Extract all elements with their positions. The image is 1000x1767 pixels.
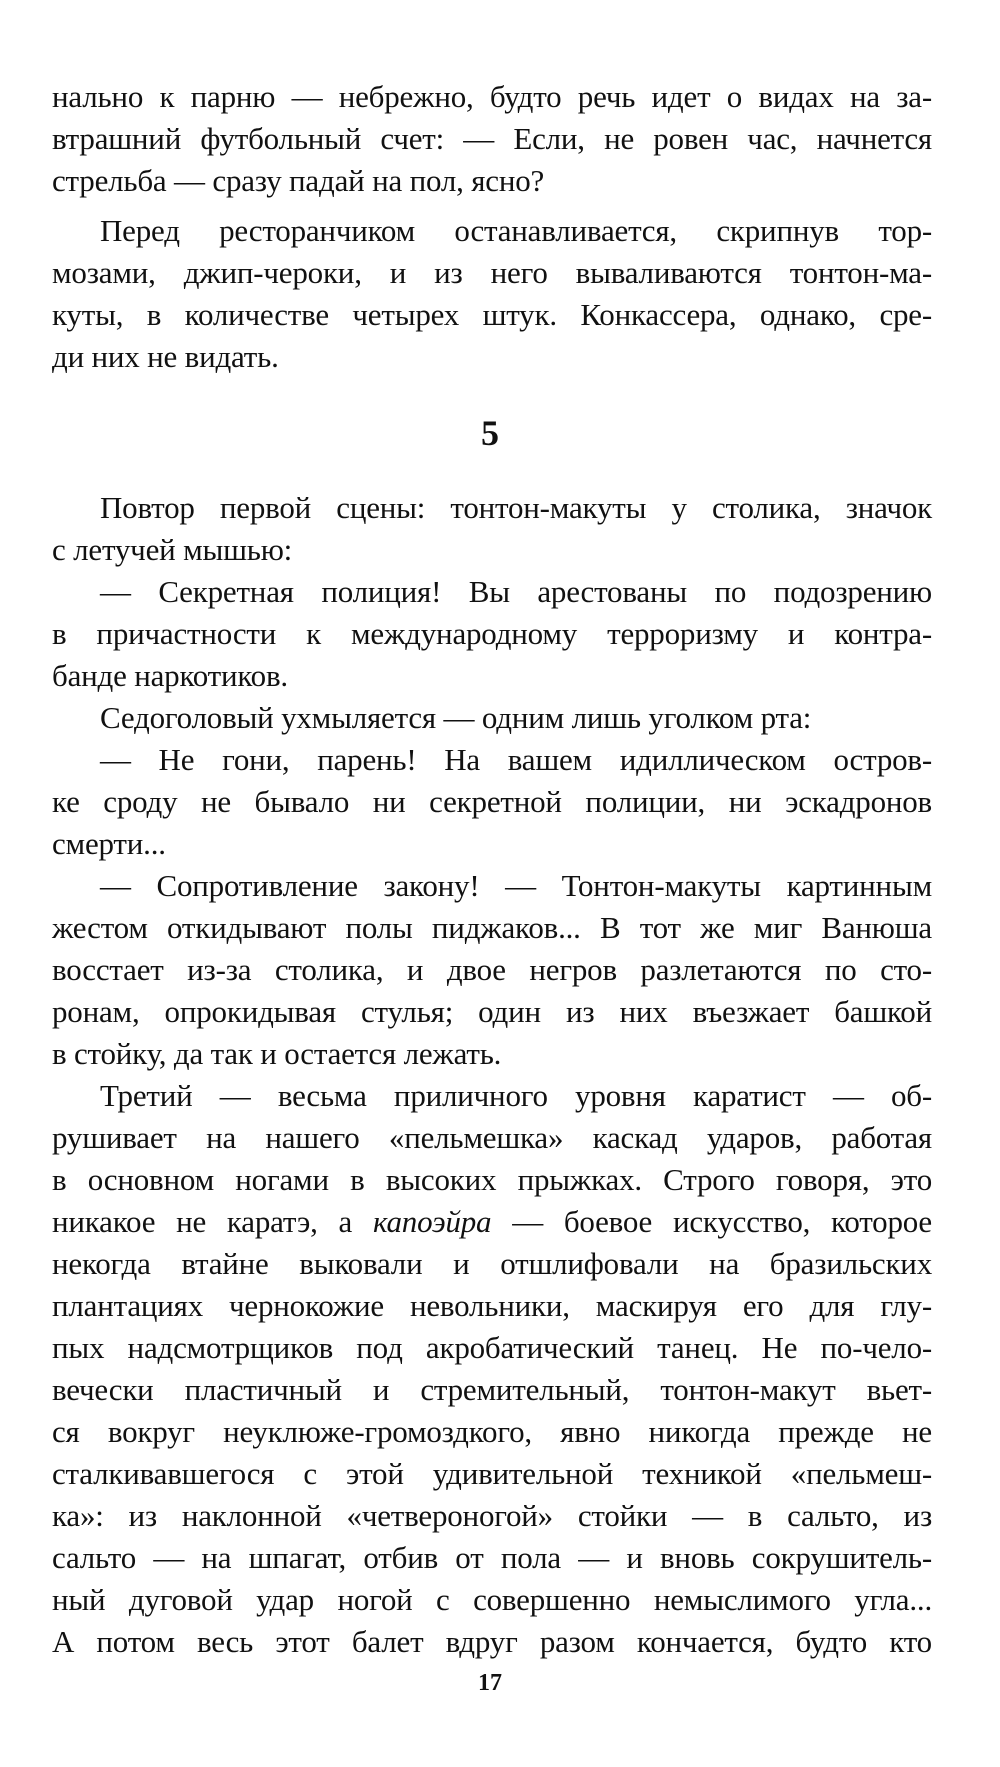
text-line: стрельба — сразу падай на пол, ясно? [52,163,545,198]
text-line: — Сопротивление закону! — Тонтон-макуты картинным [100,868,932,903]
text-line: в причастности к международному терроризму и контра- [52,616,932,651]
text-line: смерти... [52,826,166,861]
chapter-number: 5 [481,413,499,453]
text-segment: никакое не каратэ, а [52,1204,373,1239]
text-line: в стойку, да так и остается лежать. [52,1036,502,1071]
text-line: — Не гони, парень! На вашем идиллическом остров- [100,742,932,777]
text-line: сальто — на шпагат, отбив от пола — и вновь сокрушитель- [52,1540,932,1575]
text-line: ный дуговой удар ногой с совершенно немыслимого угла... [52,1582,932,1617]
text-line: банде наркотиков. [52,658,288,693]
text-line-with-italic [52,1201,932,1243]
text-line: пых надсмотрщиков под акробатический танец. Не по-чело- [52,1330,932,1365]
text-line: ронам, опрокидывая стулья; один из них въезжает башкой [52,994,932,1029]
text-line: мозами, джип-чероки, и из него вываливаются тонтон-ма- [52,255,932,290]
main-text-block [52,487,932,1663]
text-line: Повтор первой сцены: тонтон-макуты у столика, значок [100,490,932,525]
text-line: ка»: из наклонной «четвероногой» стойки — в сальто, из [52,1498,932,1533]
text-line: с летучей мышью: [52,532,293,567]
text-line: ди них не видать. [52,339,279,374]
text-line: в основном ногами в высоких прыжках. Строго говоря, это [52,1162,932,1197]
text-line: нально к парню — небрежно, будто речь идет о видах на за- [52,79,932,114]
page-number: 17 [478,1670,502,1696]
text-line: некогда втайне выковали и отшлифовали на бразильских [52,1246,932,1281]
text-line: жестом откидывают полы пиджаков... В тот же миг Ванюша [52,910,932,945]
text-line: куты, в количестве четырех штук. Конкассера, однако, сре- [52,297,932,332]
text-line: вечески пластичный и стремительный, тонтон-макут вьет- [52,1372,932,1407]
text-line: Седоголовый ухмыляется — одним лишь уголком рта: [100,700,812,735]
text-line: Третий — весьма приличного уровня каратист — об- [100,1078,932,1113]
text-line: сталкивавшегося с этой удивительной техникой «пельмеш- [52,1456,932,1491]
text-line: А потом весь этот балет вдруг разом кончается, будто кто [52,1624,932,1659]
text-line: восстает из-за столика, и двое негров разлетаются по сто- [52,952,932,987]
text-line: Перед ресторанчиком останавливается, скрипнув тор- [100,213,932,248]
text-line: ке сроду не бывало ни секретной полиции, ни эскадронов [52,784,932,819]
text-line: ся вокруг неуклюже-громоздкого, явно никогда прежде не [52,1414,932,1449]
text-line: плантациях чернокожие невольники, маскируя его для глу- [52,1288,932,1323]
text-segment: — боевое искусство, которое [491,1204,932,1239]
text-line: — Секретная полиция! Вы арестованы по подозрению [100,574,932,609]
italic-term: капоэйра [372,1204,492,1239]
text-line: рушивает на нашего «пельмешка» каскад ударов, работая [52,1120,932,1155]
top-text-block [52,76,932,378]
text-line: втрашний футбольный счет: — Если, не ровен час, начнется [52,121,932,156]
